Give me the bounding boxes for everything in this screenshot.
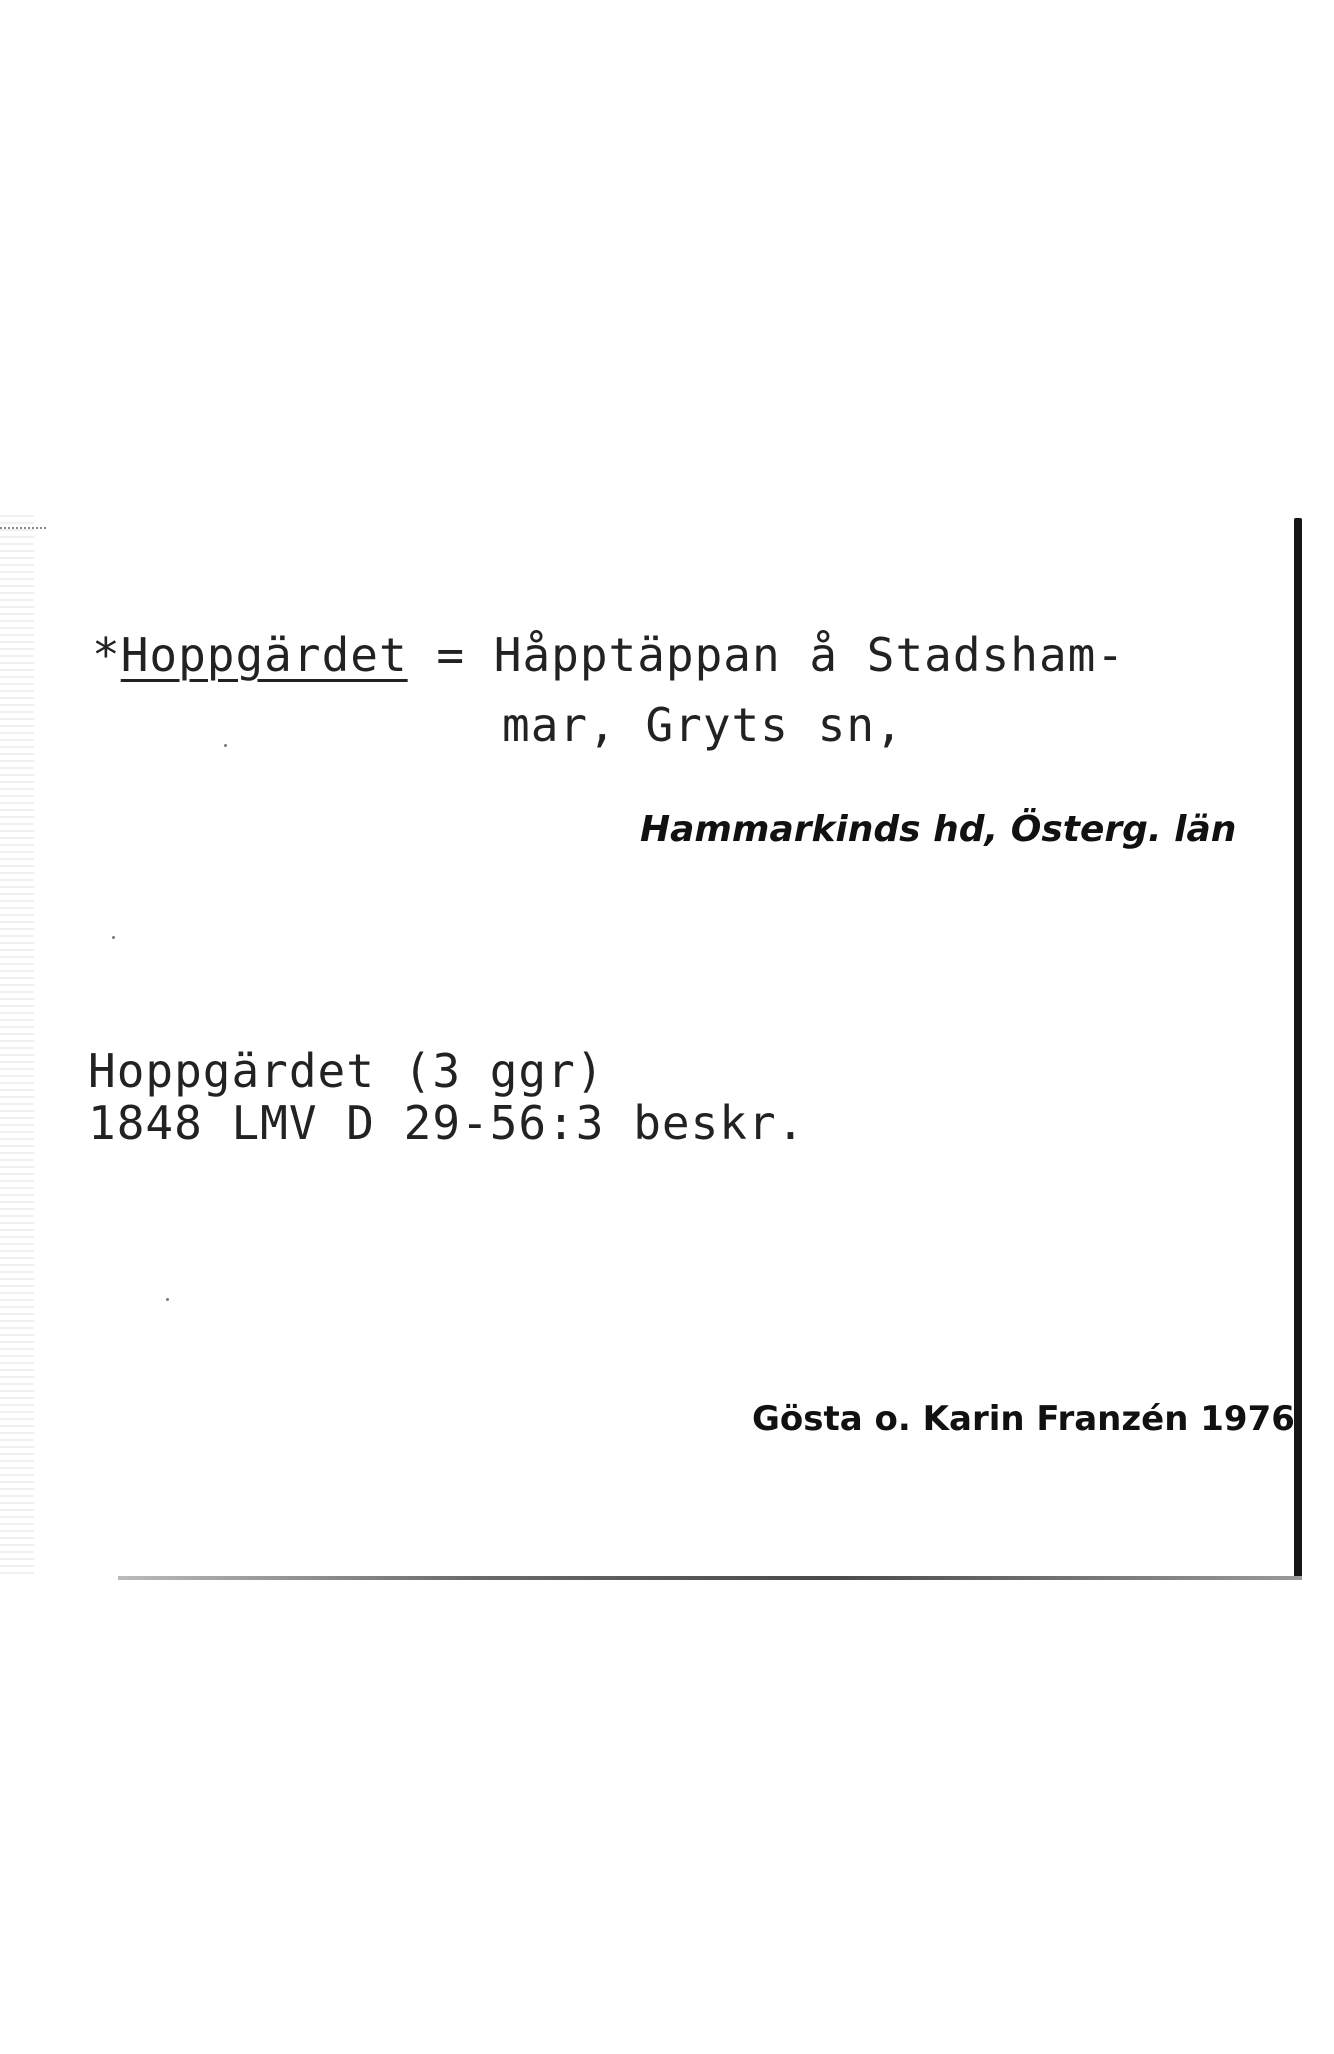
entry-equals: = [407,628,494,682]
entry-definition-line-2: mar, Gryts sn, [502,698,904,752]
card-right-edge [1294,518,1302,1578]
scan-speck [112,936,115,939]
scan-speck [166,1298,169,1301]
card-bottom-edge [118,1576,1302,1580]
entry-definition-line-1: Håpptäppan å Stadsham- [493,628,1126,682]
district-stamp: Hammarkinds hd, Österg. län [640,809,1237,850]
scan-speck [224,744,227,747]
card-left-edge [0,515,34,1575]
source-line-1: Hoppgärdet (3 ggr) [88,1044,605,1098]
card-top-edge-mark [0,513,46,529]
entry-line-1 [92,628,1126,682]
source-line-2: 1848 LMV D 29-56:3 beskr. [88,1096,806,1150]
entry-prefix: * [92,628,121,682]
collector-stamp: Gösta o. Karin Franzén 1976 [752,1399,1295,1439]
entry-headword: Hoppgärdet [120,628,408,682]
